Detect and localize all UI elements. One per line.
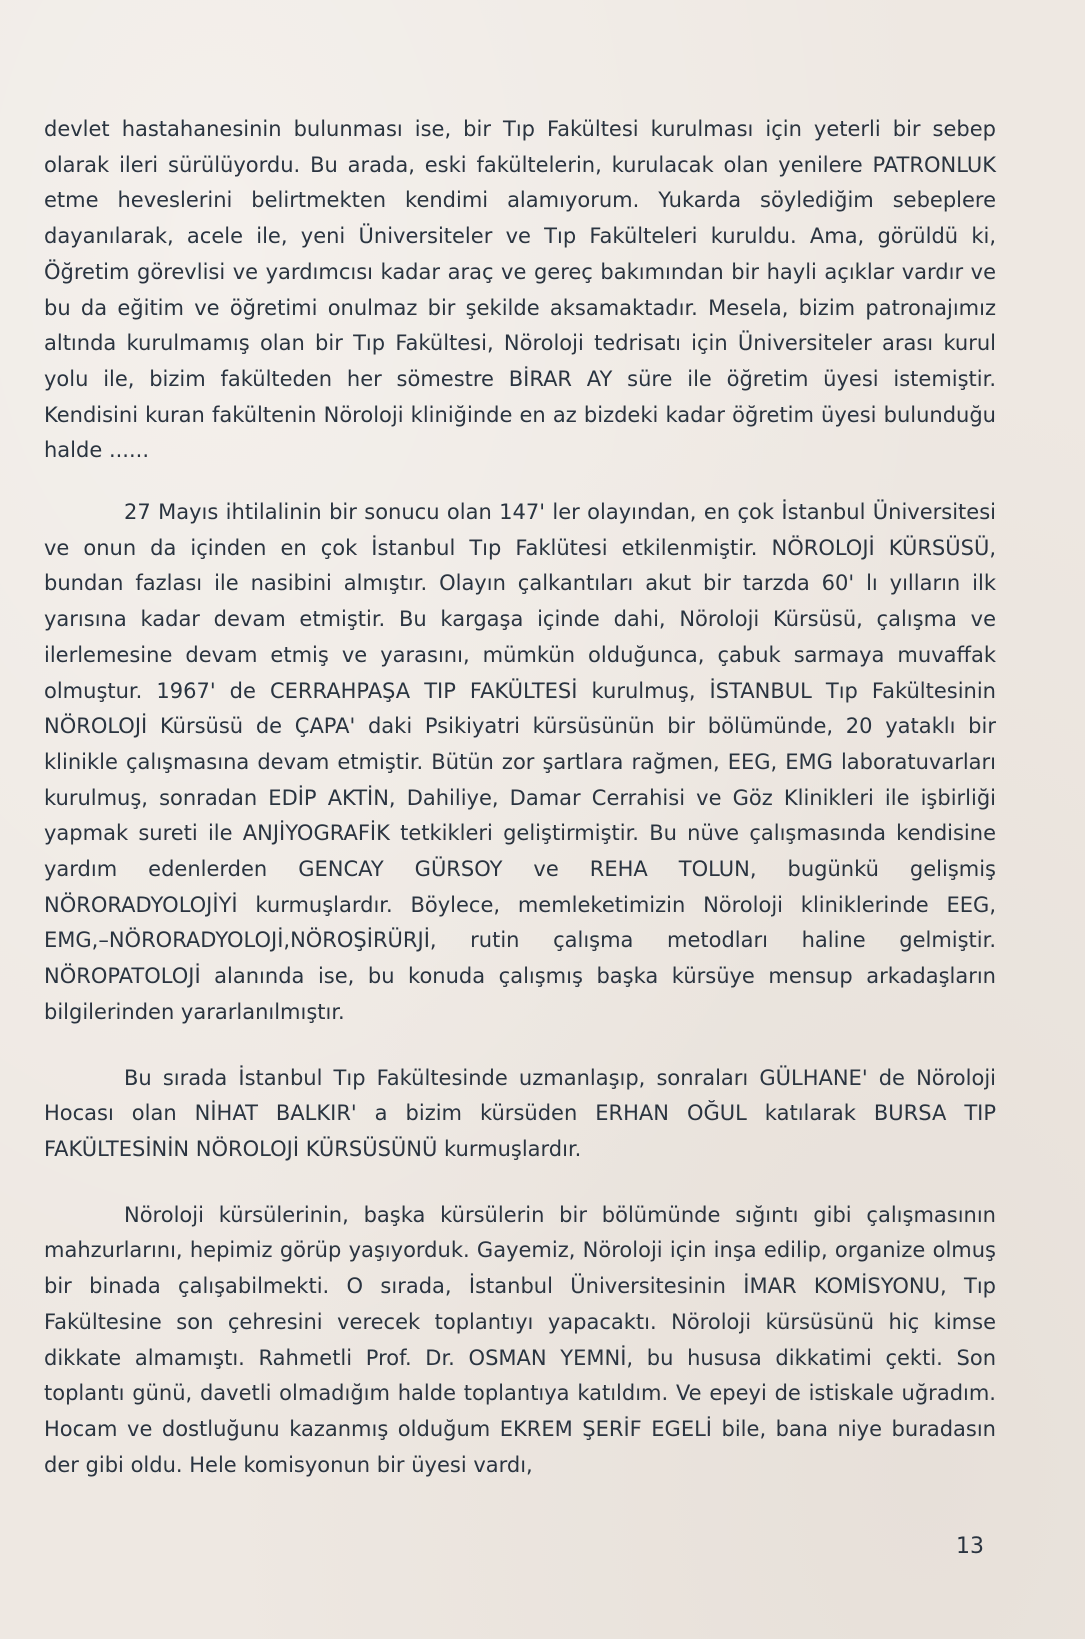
page-number: 13 [956, 1534, 984, 1559]
paragraph-1: devlet hastahanesinin bulunması ise, bir Tıp Fakültesi kurulması için yeterli bir sebep olarak ileri sürülüyordu. Bu arada, eski fakültelerin, kurulacak olan yenilere PATRONLUK etme heveslerini belirtmekten kendimi alamıyorum. Yukarda söylediğim sebeplere dayanılarak, acele ile, yeni Üniversiteler ve Tıp Fakülteleri kuruldu. Ama, görüldü ki, Öğretim görevlisi ve yardımcısı kadar araç ve gereç bakımından bir hayli açıklar vardır ve bu da eğitim ve öğretimi onulmaz bir şekilde aksamaktadır. Mesela, bizim patronajımız altında kurulmamış olan bir Tıp Fakültesi, Nöroloji tedrisatı için Üniversiteler arası kurul yolu ile, bizim fakülteden her sömestre BİRAR AY süre ile öğretim üyesi istemiştir. Kendisini kuran fakültenin Nöroloji kliniğinde en az bizdeki kadar öğretim üyesi bulunduğu halde ...... [44, 117, 996, 463]
paragraph-2: 27 Mayıs ihtilalinin bir sonucu olan 147' ler olayından, en çok İstanbul Üniversitesi ve onun da içinden en çok İstanbul Tıp Faklütesi etkilenmiştir. NÖROLOJİ KÜRSÜSÜ, bundan fazlası ile nasibini almıştır. Olayın çalkantıları akut bir tarzda 60' lı yılların ilk yarısına kadar devam etmiştir. Bu kargaşa içinde dahi, Nöroloji Kürsüsü, çalışma ve ilerlemesine devam etmiş ve yarasını, mümkün olduğunca, çabuk sarmaya muvaffak olmuştur. 1967' de CERRAHPAŞA TIP FAKÜLTESİ kurulmuş, İSTANBUL Tıp Fakültesinin NÖROLOJİ Kürsüsü de ÇAPA' daki Psikiyatri kürsüsünün bir bölümünde, 20 yataklı bir klinikle çalışmasına devam etmiştir. Bütün zor şartlara rağmen, EEG, EMG laboratuvarları kurulmuş, sonradan EDİP AKTİN, Dahiliye, Damar Cerrahisi ve Göz Klinikleri ile işbirliği yapmak sureti ile ANJİYOGRAFİK tetkikleri geliştirmiştir. Bu nüve çalışmasında kendisine yardım edenlerden GENCAY GÜRSOY ve REHA TOLUN, bugünkü gelişmiş NÖRORADYOLOJİYİ kurmuşlardır. Böylece, memleketimizin Nöroloji kliniklerinde EEG, EMG,–NÖRORADYOLOJİ,NÖROŞİRÜRJİ, rutin çalışma metodları haline gelmiştir. NÖROPATOLOJİ alanında ise, bu konuda çalışmış başka kürsüye mensup arkadaşların bilgilerinden yararlanılmıştır. [44, 500, 996, 1024]
body-text [44, 112, 996, 1483]
paragraph-3: Bu sırada İstanbul Tıp Fakültesinde uzmanlaşıp, sonraları GÜLHANE' de Nöroloji Hocası olan NİHAT BALKIR' a bizim kürsüden ERHAN OĞUL katılarak BURSA TIP FAKÜLTESİNİN NÖROLOJİ KÜRSÜSÜNÜ kurmuşlardır. [44, 1065, 996, 1161]
paragraph-4: Nöroloji kürsülerinin, başka kürsülerin bir bölümünde sığıntı gibi çalışmasının mahzurlarını, hepimiz görüp yaşıyorduk. Gayemiz, Nöroloji için inşa edilip, organize olmuş bir binada çalışabilmekti. O sırada, İstanbul Üniversitesinin İMAR KOMİSYONU, Tıp Fakültesine son çehresini verecek toplantıyı yapacaktı. Nöroloji kürsüsünü hiç kimse dikkate almamıştı. Rahmetli Prof. Dr. OSMAN YEMNİ, bu hususa dikkatimi çekti. Son toplantı günü, davetli olmadığım halde toplantıya katıldım. Ve epeyi de istiskale uğradım. Hocam ve dostluğunu kazanmış olduğum EKREM ŞERİF EGELİ bile, bana niye buradasın der gibi oldu. Hele komisyonun bir üyesi vardı, [44, 1202, 996, 1477]
